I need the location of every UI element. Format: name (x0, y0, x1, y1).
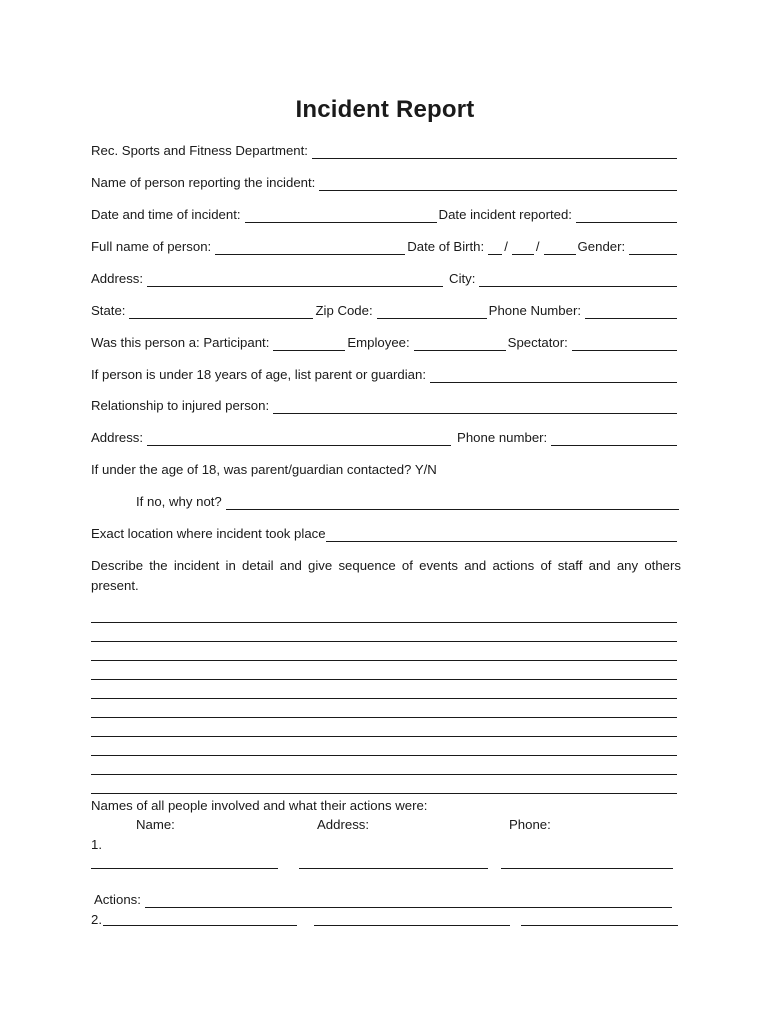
spectator-field[interactable] (572, 337, 677, 351)
zip-label: Zip Code: (315, 303, 373, 318)
entry-2-address-field[interactable] (314, 925, 510, 926)
page-title: Incident Report (295, 96, 475, 123)
reporter-label: Name of person reporting the incident: (91, 175, 316, 190)
people-col-address: Address: (317, 817, 370, 832)
zip-field[interactable] (377, 305, 487, 319)
entry-1-actions-row (94, 892, 674, 908)
address-label: Address: (91, 271, 144, 286)
address-row (91, 271, 679, 287)
dob-year-field[interactable] (544, 241, 576, 255)
entry-1-actions-field[interactable] (145, 894, 672, 908)
why-not-row (136, 494, 681, 510)
relationship-field[interactable] (273, 400, 677, 414)
dob-month-field[interactable] (488, 241, 502, 255)
people-col-name: Name: (136, 817, 175, 832)
description-line[interactable] (91, 660, 677, 661)
describe-instructions: Describe the incident in detail and give sequence of events and actions of staff and any others present. (91, 558, 681, 593)
full-name-label: Full name of person: (91, 239, 212, 254)
spectator-label: Spectator: (507, 335, 568, 350)
phone-number-label: Phone Number: (488, 303, 582, 318)
date-reported-field[interactable] (576, 209, 677, 223)
person-row (91, 239, 679, 255)
gender-label: Gender: (577, 239, 626, 254)
description-line[interactable] (91, 698, 677, 699)
full-name-field[interactable] (215, 241, 405, 255)
description-line[interactable] (91, 755, 677, 756)
participant-field[interactable] (273, 337, 345, 351)
entry-1-name-field[interactable] (91, 868, 278, 869)
address-field[interactable] (147, 273, 443, 287)
guardian-contacted-label: If under the age of 18, was parent/guardian contacted? Y/N (91, 462, 437, 477)
dob-label: Date of Birth: (407, 239, 485, 254)
location-row (91, 526, 679, 542)
date-reported-label: Date incident reported: (438, 207, 572, 222)
location-field[interactable] (326, 528, 677, 542)
state-field[interactable] (129, 305, 313, 319)
entry-2-number: 2. (91, 912, 102, 927)
city-label: City: (449, 271, 476, 286)
reporter-row (91, 175, 679, 191)
city-field[interactable] (479, 273, 677, 287)
employee-label: Employee: (347, 335, 410, 350)
dob-day-field[interactable] (512, 241, 534, 255)
reporter-field[interactable] (319, 177, 677, 191)
guardian-phone-field[interactable] (551, 432, 677, 446)
guardian-contacted-row (91, 462, 679, 478)
dob-separator: / (535, 239, 540, 254)
people-heading: Names of all people involved and what their actions were: (91, 798, 428, 813)
guardian-phone-label: Phone number: (457, 430, 548, 445)
phone-number-field[interactable] (585, 305, 677, 319)
entry-1-number: 1. (91, 837, 102, 852)
gender-field[interactable] (629, 241, 677, 255)
description-line[interactable] (91, 679, 677, 680)
guardian-field[interactable] (430, 369, 677, 383)
person-type-row (91, 335, 679, 351)
relationship-row (91, 398, 679, 414)
entry-1-address-field[interactable] (299, 868, 488, 869)
department-row (91, 143, 679, 159)
relationship-label: Relationship to injured person: (91, 398, 270, 413)
people-col-phone: Phone: (509, 817, 551, 832)
description-line[interactable] (91, 736, 677, 737)
description-line[interactable] (91, 622, 677, 623)
state-row (91, 303, 679, 319)
guardian-address-field[interactable] (147, 432, 451, 446)
department-field[interactable] (312, 145, 677, 159)
description-line[interactable] (91, 793, 677, 794)
why-not-field[interactable] (226, 496, 679, 510)
entry-1-phone-field[interactable] (501, 868, 673, 869)
description-line[interactable] (91, 717, 677, 718)
guardian-row (91, 367, 679, 383)
description-line[interactable] (91, 641, 677, 642)
incident-date-row (91, 207, 679, 223)
dob-separator: / (504, 239, 508, 254)
entry-1-actions-label: Actions: (94, 892, 141, 907)
guardian-address-label: Address: (91, 430, 144, 445)
guardian-label: If person is under 18 years of age, list parent or guardian: (91, 367, 427, 382)
state-label: State: (91, 303, 126, 318)
incident-datetime-label: Date and time of incident: (91, 207, 241, 222)
department-label: Rec. Sports and Fitness Department: (91, 143, 308, 158)
description-line[interactable] (91, 774, 677, 775)
participant-label: Was this person a: Participant: (91, 335, 270, 350)
incident-datetime-field[interactable] (245, 209, 437, 223)
guardian-address-row (91, 430, 679, 446)
employee-field[interactable] (414, 337, 506, 351)
why-not-label: If no, why not? (136, 494, 222, 509)
entry-2-phone-field[interactable] (521, 925, 678, 926)
location-label: Exact location where incident took place (91, 526, 326, 541)
entry-2-name-field[interactable] (103, 925, 297, 926)
